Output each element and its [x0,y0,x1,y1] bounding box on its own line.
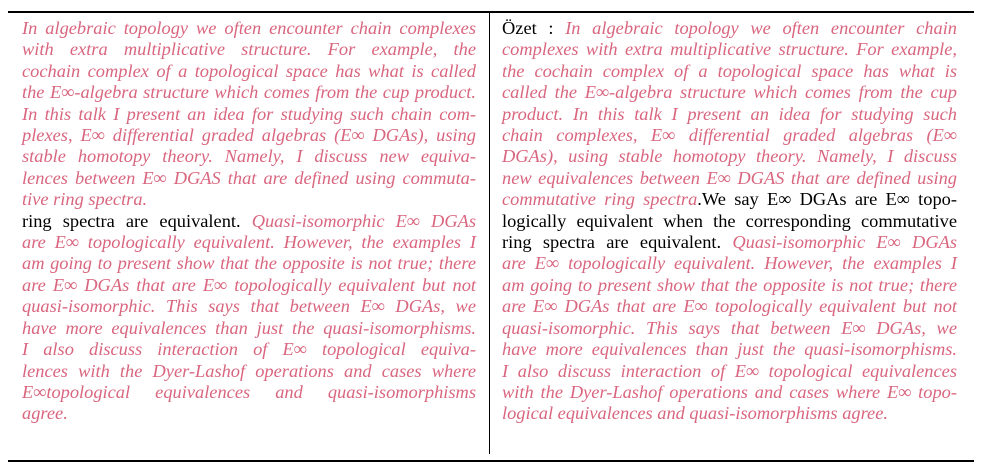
text-line [22,232,476,253]
highlighted-text: am going to present show that the opposite is not true; there [502,274,957,295]
highlighted-text: new equivalences between E∞ DGAS that are defined using [502,167,957,188]
highlighted-text: In algebraic topology we often encounter chain [565,18,957,38]
text-line [22,146,476,167]
highlighted-text: the cochain complex of a topological space has what is [502,60,957,81]
highlighted-text: plexes, E∞ differential graded algebras (E∞ DGAs), using [22,125,476,146]
highlighted-text: I also discuss interaction of E∞ topological equivalences [502,360,957,381]
highlighted-text: Quasi-isomorphic E∞ DGAs [251,210,476,231]
highlighted-text: are E∞ DGAs that are E∞ topologically equivalent but not [22,274,476,295]
highlighted-text: have more equivalences than just the quasi-isomorphisms. [22,317,476,338]
right-column-text [502,18,957,425]
plain-text: ring spectra are equivalent. [502,232,733,253]
text-line [502,189,957,210]
text-line [22,189,476,210]
highlighted-text: with extra multiplicative structure. For example, the [22,39,476,60]
text-line [502,211,957,232]
highlighted-text: the E∞-algebra structure which comes from the cup product. [22,82,476,103]
highlighted-text: are E∞ topologically equivalent. However, the examples I [22,232,476,253]
text-line [502,39,957,60]
plain-text: .We say E∞ DGAs are E∞ topo- [697,189,957,210]
highlighted-text: stable homotopy theory. Namely, I discuss new equiva- [22,146,476,167]
text-line [502,275,957,296]
highlighted-text: have more equivalences than just the quasi-isomorphisms. [502,339,957,360]
text-line [22,318,476,339]
text-line [502,18,957,39]
text-line [502,296,957,317]
text-line [502,146,957,167]
highlighted-text: are E∞ DGAs that are E∞ topologically equivalent but not [502,296,957,317]
text-line [22,18,476,39]
highlighted-text: chain complexes, E∞ differential graded algebras (E∞ [502,125,957,146]
text-line [22,61,476,82]
text-line [502,403,957,424]
highlighted-text: lences between E∞ DGAS that are defined using commuta- [22,167,476,188]
text-line [502,361,957,382]
text-line [22,253,476,274]
highlighted-text: commutative ring spectra [502,189,698,210]
highlighted-text: In algebraic topology we often encounter chain complexes [22,18,476,38]
text-line [22,382,476,403]
highlighted-text: Quasi-isomorphic E∞ DGAs [732,232,957,253]
text-line [502,382,957,403]
highlighted-text: are E∞ topologically equivalent. However, the examples I [502,253,957,274]
highlighted-text: complexes with extra multiplicative structure. For example, [502,39,957,60]
highlighted-text: logical equivalences and quasi-isomorphisms agree. [502,403,888,424]
text-line [502,253,957,274]
text-line [22,39,476,60]
plain-text: ring spectra are equivalent. [22,210,252,231]
highlighted-text: E∞topological equivalences and quasi-isomorphisms [22,381,476,402]
text-line [22,339,476,360]
plain-text: logically equivalent when the corresponding commutative [502,210,957,231]
text-line [22,403,476,424]
text-line [22,361,476,382]
top-rule [8,11,974,13]
text-line [22,168,476,189]
text-line [22,211,476,232]
highlighted-text: tive ring spectra. [22,189,148,210]
text-line [22,275,476,296]
highlighted-text: lences with the Dyer-Lashof operations and cases where [22,360,476,381]
highlighted-text: called the E∞-algebra structure which comes from the cup [502,82,957,103]
highlighted-text: quasi-isomorphic. This says that between E∞ DGAs, we [22,296,476,317]
text-line [22,104,476,125]
text-line [502,104,957,125]
highlighted-text: DGAs), using stable homotopy theory. Namely, I discuss [502,146,957,167]
text-line [502,61,957,82]
bottom-rule [8,460,974,462]
text-line [502,318,957,339]
highlighted-text: with the Dyer-Lashof operations and cases where E∞ topo- [502,381,957,402]
highlighted-text: am going to present show that the opposite is not true; there [22,253,476,274]
text-line [502,232,957,253]
text-line [502,168,957,189]
plain-text: Özet : [502,18,566,38]
highlighted-text: cochain complex of a topological space has what is called [22,60,476,81]
text-line [22,125,476,146]
highlighted-text: quasi-isomorphic. This says that between E∞ DGAs, we [502,317,957,338]
column-divider [489,13,490,454]
text-line [502,125,957,146]
text-line [22,82,476,103]
highlighted-text: In this talk I present an idea for studying such chain com- [22,103,476,124]
highlighted-text: product. In this talk I present an idea for studying such [502,103,957,124]
text-line [22,296,476,317]
left-column-text [22,18,476,425]
text-line [502,82,957,103]
highlighted-text: agree. [22,403,68,424]
text-line [502,339,957,360]
highlighted-text: I also discuss interaction of E∞ topological equiva- [22,339,476,360]
